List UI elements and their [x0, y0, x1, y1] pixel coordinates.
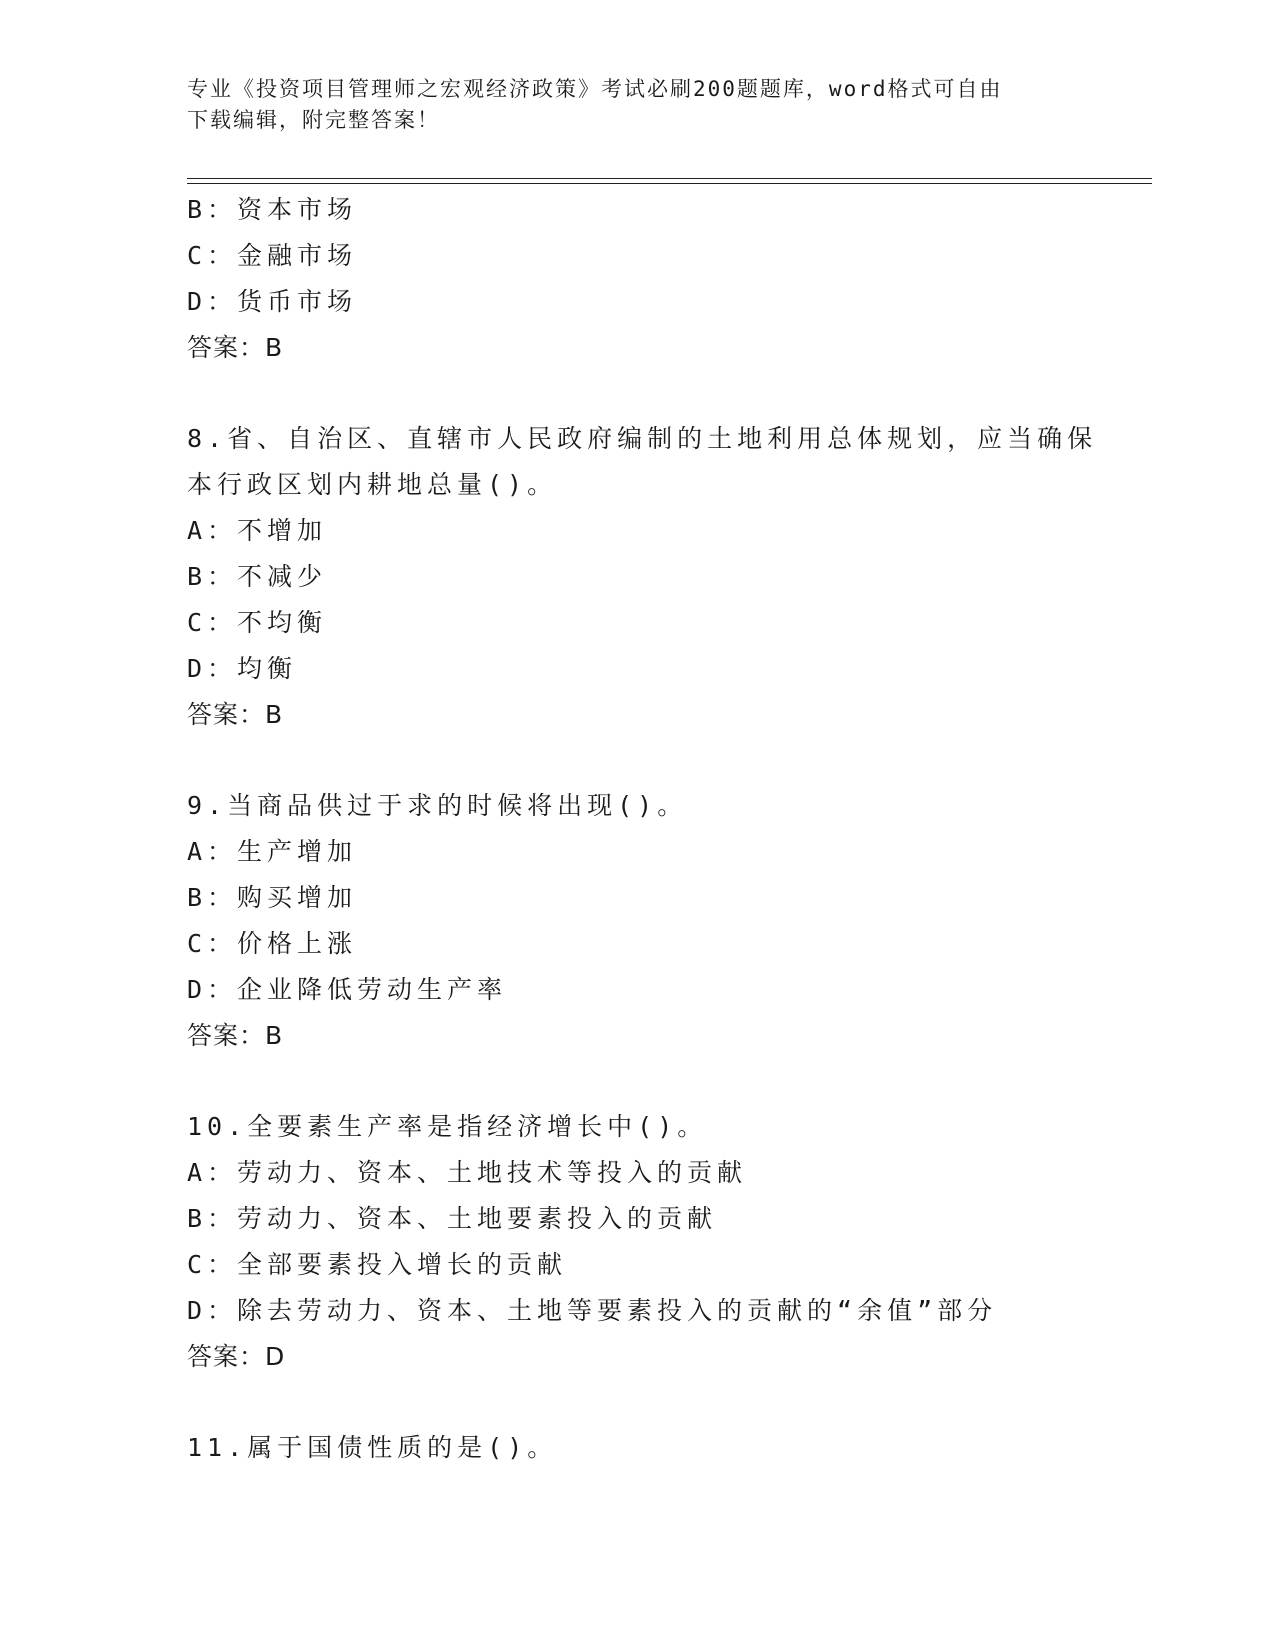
option-a: A：不增加 — [187, 516, 328, 545]
option-d: D：除去劳动力、资本、土地等要素投入的贡献的“余值”部分 — [187, 1296, 998, 1325]
question-stem: 8.省、自治区、直辖市人民政府编制的土地利用总体规划，应当确保 — [187, 424, 1098, 453]
option-b: B：劳动力、资本、土地要素投入的贡献 — [187, 1204, 718, 1233]
question-stem-continued: 本行政区划内耕地总量()。 — [187, 470, 558, 499]
answer: 答案：B — [187, 1021, 284, 1050]
question-10 — [187, 1104, 1147, 1380]
option-c: C：全部要素投入增长的贡献 — [187, 1250, 568, 1279]
option-b: B：资本市场 — [187, 195, 358, 224]
question-stem: 10.全要素生产率是指经济增长中()。 — [187, 1112, 708, 1141]
document-header — [187, 74, 1087, 136]
option-b: B：购买增加 — [187, 883, 358, 912]
answer: 答案：D — [187, 1342, 286, 1371]
question-7 — [187, 187, 1147, 371]
question-9 — [187, 783, 1147, 1059]
option-a: A：生产增加 — [187, 837, 358, 866]
option-d: D：均衡 — [187, 654, 298, 683]
option-c: C：不均衡 — [187, 608, 328, 637]
question-stem: 11.属于国债性质的是()。 — [187, 1433, 558, 1462]
answer: 答案：B — [187, 333, 284, 362]
header-divider-bottom — [187, 183, 1152, 184]
option-a: A：劳动力、资本、土地技术等投入的贡献 — [187, 1158, 748, 1187]
option-d: D：货币市场 — [187, 287, 358, 316]
header-divider-top — [187, 178, 1152, 179]
question-list — [187, 187, 1147, 1471]
question-11 — [187, 1425, 1147, 1471]
option-c: C：价格上涨 — [187, 929, 358, 958]
question-stem: 9.当商品供过于求的时候将出现()。 — [187, 791, 688, 820]
option-d: D：企业降低劳动生产率 — [187, 975, 508, 1004]
question-8 — [187, 416, 1147, 738]
answer: 答案：B — [187, 700, 284, 729]
header-line-2: 下载编辑，附完整答案！ — [187, 108, 440, 132]
option-b: B：不减少 — [187, 562, 328, 591]
header-line-1: 专业《投资项目管理师之宏观经济政策》考试必刷200题题库，word格式可自由 — [187, 77, 1003, 101]
option-c: C：金融市场 — [187, 241, 358, 270]
